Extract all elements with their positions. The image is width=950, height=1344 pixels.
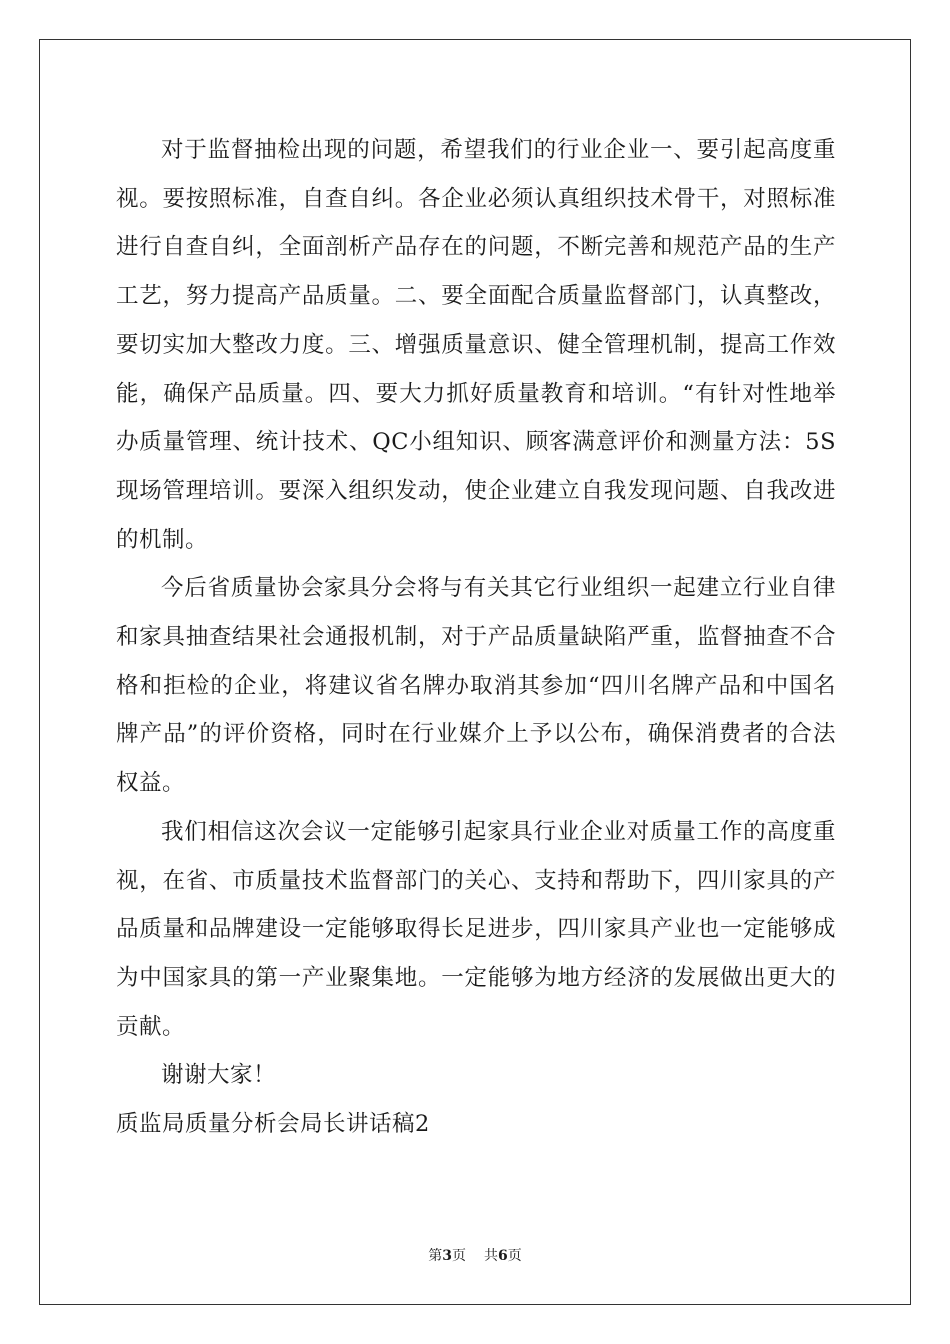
document-body [116, 126, 836, 1149]
paragraph-future-mechanism: 今后省质量协会家具分会将与有关其它行业组织一起建立行业自律和家具抽查结果社会通报机制，对于产品质量缺陷严重，监督抽查不合格和拒检的企业，将建议省名牌办取消其参加“四川名牌产品和中国名牌产品”的评价资格，同时在行业媒介上予以公布，确保消费者的合法权益。 [116, 575, 836, 797]
page-suffix: 页 [452, 1248, 466, 1264]
total-page-number: 6 [498, 1248, 508, 1264]
current-page-number: 3 [442, 1248, 452, 1264]
page-footer [0, 1245, 950, 1265]
paragraph-thanks: 谢谢大家！ [161, 1062, 277, 1089]
section-heading: 质监局质量分析会局长讲话稿2 [116, 1111, 430, 1138]
total-prefix: 共 [484, 1248, 498, 1264]
paragraph-confidence: 我们相信这次会议一定能够引起家具行业企业对质量工作的高度重视，在省、市质量技术监督部门的关心、支持和帮助下，四川家具的产品质量和品牌建设一定能够取得长足进步，四川家具产业也一定能够成为中国家具的第一产业聚集地。一定能够为地方经济的发展做出更大的贡献。 [116, 818, 836, 1040]
paragraph-supervision-issues: 对于监督抽检出现的问题，希望我们的行业企业一、要引起高度重视。要按照标准，自查自纠。各企业必须认真组织技术骨干，对照标准进行自查自纠，全面剖析产品存在的问题，不断完善和规范产品的生产工艺，努力提高产品质量。二、要全面配合质量监督部门，认真整改，要切实加大整改力度。三、增强质量意识、健全管理机制，提高工作效能，确保产品质量。四、要大力抓好质量教育和培训。“有针对性地举办质量管理、统计技术、QC小组知识、顾客满意评价和测量方法：5S现场管理培训。要深入组织发动，使企业建立自我发现问题、自我改进的机制。 [116, 137, 836, 553]
page-prefix: 第 [428, 1248, 443, 1264]
total-suffix: 页 [507, 1248, 522, 1264]
